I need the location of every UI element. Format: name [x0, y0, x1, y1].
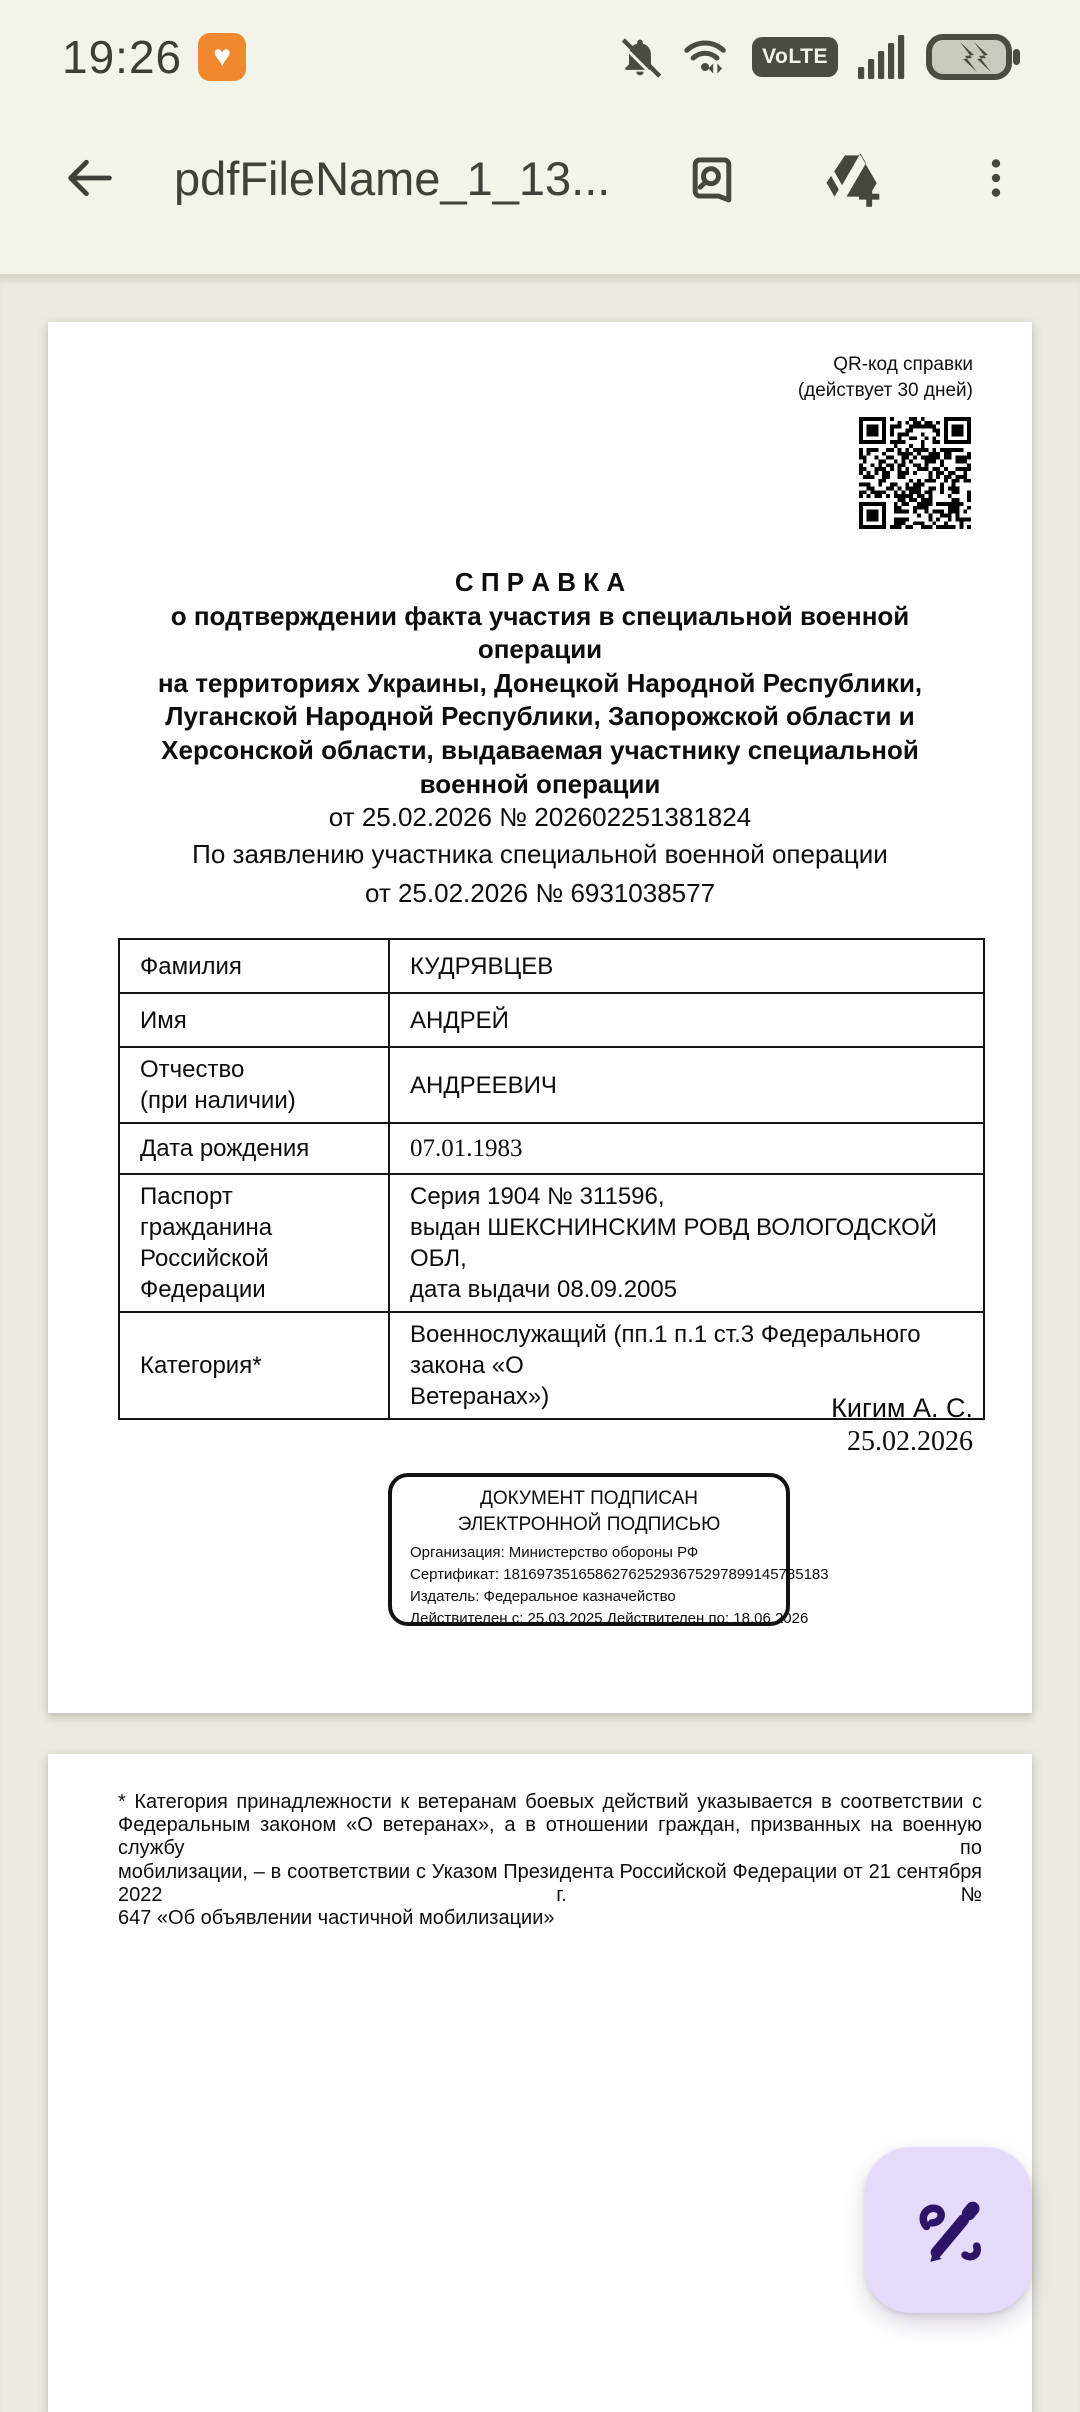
battery-charging-icon	[926, 34, 1022, 80]
google-drive-add-icon	[822, 146, 886, 210]
stamp-organization: Организация: Министерство обороны РФ	[410, 1544, 699, 1561]
qr-block	[798, 352, 973, 534]
find-in-page-icon	[681, 147, 743, 209]
stamp-header: ДОКУМЕНТ ПОДПИСАН	[480, 1488, 698, 1509]
arrow-back-icon	[61, 149, 119, 207]
more-vert-icon	[971, 153, 1021, 203]
qr-label-validity: (действует 30 дней)	[797, 380, 973, 401]
row-value: Военнослужащий (пп.1 п.1 ст.3 Федерального закона «О	[410, 1321, 921, 1379]
row-label: Фамилия	[140, 952, 242, 980]
footnote-line: мобилизации, – в соответствии с Указом Президента Российской Федерации от 21 сентября 2022 г. №	[118, 1860, 982, 1906]
request-number-line: от 25.02.2026 № 6931038577	[364, 878, 716, 908]
signal-strength-icon	[858, 35, 906, 79]
qr-label: QR-код справки	[833, 354, 973, 375]
title-line: Херсонской области, выдаваемая участнику специальной	[161, 734, 919, 765]
row-value: АНДРЕЕВИЧ	[410, 1071, 557, 1099]
table-row	[119, 1123, 984, 1174]
pdf-page-1	[48, 322, 1032, 1713]
row-value: 07.01.1983	[410, 1135, 523, 1162]
row-label: Отчество	[140, 1056, 245, 1083]
stamp-issuer: Издатель: Федеральное казначейство	[410, 1588, 676, 1605]
file-title: pdfFileName_1_13...	[174, 151, 611, 205]
signature-pen-icon	[905, 2187, 991, 2273]
title-line: операции	[477, 634, 603, 665]
certificate-number-line: от 25.02.2026 № 202602251381824	[328, 802, 752, 833]
stamp-validity: Действителен с: 25.03.2025 Действителен по: 18.06.2026	[410, 1610, 809, 1627]
heart-notification-icon: ♥	[198, 33, 246, 81]
title-line: военной операции	[419, 768, 661, 799]
signer-date: 25.02.2026	[847, 1426, 973, 1457]
row-value: дата выдачи 08.09.2005	[410, 1276, 678, 1303]
clock: 19:26	[62, 31, 183, 83]
title-line: С П Р А В К А	[454, 567, 626, 597]
status-bar	[0, 0, 1080, 100]
table-row	[119, 1174, 984, 1312]
qr-code	[859, 417, 971, 529]
row-label: (при наличии)	[140, 1087, 296, 1114]
table-row	[119, 993, 984, 1047]
row-value: КУДРЯВЦЕВ	[410, 952, 554, 980]
row-value: выдан ШЕКСНИНСКИМ РОВД ВОЛОГОДСКОЙ ОБЛ,	[410, 1214, 938, 1272]
row-label: Категория*	[140, 1352, 262, 1379]
row-label: Имя	[140, 1006, 187, 1034]
footnote-line: Федеральным законом «О ветеранах», а в отношении граждан, призванных на военную службу по	[118, 1814, 982, 1860]
title-line: на территориях Украины, Донецкой Народной Республики,	[157, 667, 923, 698]
notifications-muted-icon	[618, 35, 662, 79]
table-row	[119, 1047, 984, 1123]
row-label: Российской	[140, 1245, 269, 1272]
footnote-line: * Категория принадлежности к ветеранам боевых действий указывается в соответствии с	[118, 1791, 982, 1813]
title-line: Луганской Народной Республики, Запорожской области и	[165, 701, 915, 732]
signer-block	[831, 1391, 973, 1459]
footnote-line: 647 «Об объявлении частичной мобилизации»	[118, 1907, 555, 1930]
volte-badge: VoLTE	[752, 37, 838, 77]
row-value: Серия 1904 № 311596,	[410, 1183, 665, 1210]
overflow-menu-button[interactable]	[964, 146, 1028, 210]
add-to-drive-button[interactable]	[822, 146, 886, 210]
stamp-header: ЭЛЕКТРОННОЙ ПОДПИСЬЮ	[457, 1514, 721, 1535]
footnote	[48, 1754, 1032, 1930]
row-label: Дата рождения	[140, 1135, 310, 1162]
signer-name: Кигим А. С.	[831, 1393, 973, 1423]
person-table	[118, 938, 985, 1420]
digital-signature-stamp	[388, 1473, 829, 1627]
find-in-document-button[interactable]	[680, 146, 744, 210]
wifi-icon	[682, 35, 732, 79]
table-row	[119, 939, 984, 993]
row-value: АНДРЕЙ	[410, 1006, 509, 1034]
stamp-certificate: Сертификат: 181697351658627625293675297899145785183	[410, 1566, 829, 1583]
title-line: о подтверждении факта участия в специальной военной	[170, 600, 910, 631]
back-button[interactable]	[58, 146, 122, 210]
request-line: По заявлению участника специальной военной операции	[192, 839, 888, 869]
pdf-toolbar	[0, 100, 1080, 274]
row-label: Паспорт гражданина	[140, 1183, 273, 1241]
pdf-viewer[interactable]	[0, 274, 1080, 2412]
certificate-title	[48, 566, 1032, 835]
row-label: Федерации	[140, 1276, 266, 1303]
pdf-page-2	[48, 1754, 1032, 2412]
row-value: Ветеранах»)	[410, 1383, 550, 1410]
sign-document-fab[interactable]	[865, 2147, 1031, 2313]
